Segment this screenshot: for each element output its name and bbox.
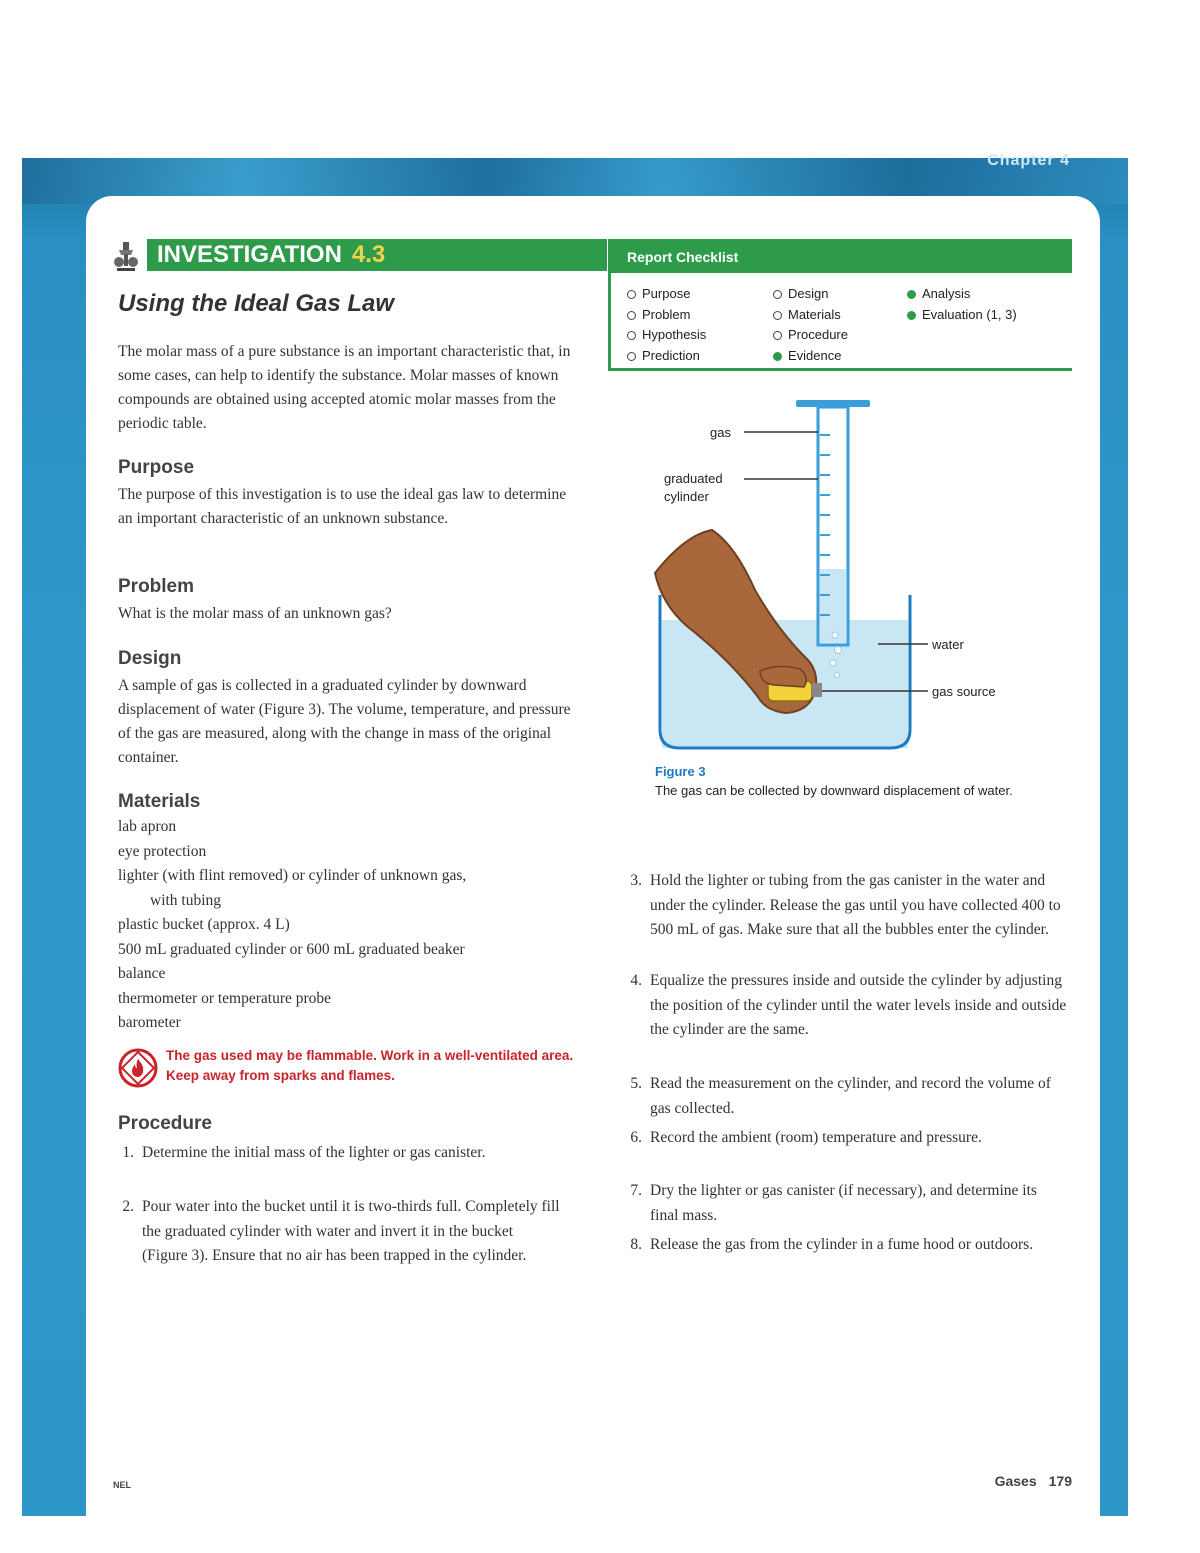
radio-empty-icon [773,290,782,299]
list-item: lab apron [118,818,177,835]
list-item: with tubing [150,891,222,909]
checklist-item: Design [773,284,848,305]
lighter-nozzle [812,683,822,697]
figure-caption [655,764,1055,800]
procedure-step [110,1141,560,1166]
checklist-column-1 [627,284,706,366]
procedure-step [110,1195,560,1269]
footer-section: Gases [994,1473,1037,1489]
chapter-label: Chapter 4 [987,152,1070,169]
step-text: Hold the lighter or tubing from the gas canister in the water and under the cylinder. Release the gas until you have collected 400 to 500 mL of gas. Make sure that all the bubbles enter the cylinder. [650,872,1061,938]
step-text: Release the gas from the cylinder in a fume hood or outdoors. [650,1236,1034,1253]
step-text: Pour water into the bucket until it is two-thirds full. Completely fill the graduated cylinder with water and invert it in the bucket (Figure 3). Ensure that no air has been trapped in the cylinder. [142,1198,560,1264]
radio-empty-icon [627,311,636,320]
procedure-heading: Procedure [118,1113,212,1134]
step-number: 3. [630,872,642,889]
page-number: 179 [1048,1473,1072,1489]
radio-empty-icon [627,352,636,361]
list-item: plastic bucket (approx. 4 L) [118,916,290,933]
checklist-item: Problem [627,305,706,326]
materials-list [118,815,580,1036]
list-item: lighter (with flint removed) or cylinder of unknown gas, [118,867,467,884]
list-item: balance [118,965,166,982]
flammable-warning-icon [118,1048,158,1088]
label-gas: gas [710,425,731,440]
step-text: Equalize the pressures inside and outside the cylinder by adjusting the position of the cylinder until the water levels inside and outside the cylinder are the same. [650,972,1067,1038]
figure-3-diagram [640,395,1070,775]
report-checklist [608,239,1072,371]
checklist-item: Analysis [907,284,1017,305]
list-item: barometer [118,1014,181,1031]
procedure-step [618,969,1068,1043]
safety-caution [118,1046,588,1092]
radio-filled-icon [907,311,916,320]
caution-text: The gas used may be flammable. Work in a well-ventilated area. Keep away from sparks and flames. [166,1048,574,1083]
design-text: A sample of gas is collected in a graduated cylinder by downward displacement of water (Figure 3). The volume, temperature, and pressure of the gas are measured, along with the change in mass of the original container. [118,677,571,766]
radio-filled-icon [773,352,782,361]
checklist-item: Materials [773,305,848,326]
materials-heading: Materials [118,791,201,812]
step-text: Dry the lighter or gas canister (if necessary), and determine its final mass. [650,1182,1037,1224]
problem-heading: Problem [118,576,195,597]
radio-empty-icon [627,290,636,299]
procedure-step [618,1072,1068,1121]
step-text: Determine the initial mass of the lighter or gas canister. [142,1144,486,1161]
list-item: thermometer or temperature probe [118,989,332,1007]
investigation-title-bar [147,239,607,271]
list-item: eye protection [118,842,207,860]
design-heading: Design [118,648,182,669]
step-number: 6. [630,1129,642,1146]
checklist-title: Report Checklist [611,242,1072,273]
checklist-item: Evaluation (1, 3) [907,305,1017,326]
checklist-item: Prediction [627,346,706,367]
label-gas-source: gas source [932,684,996,699]
step-number: 4. [630,972,642,989]
step-number: 1. [122,1144,134,1161]
radio-empty-icon [773,331,782,340]
investigation-label: INVESTIGATION [157,241,342,268]
investigation-header [111,239,607,271]
step-number: 8. [630,1236,642,1253]
checklist-item: Purpose [627,284,706,305]
procedure-step [618,869,1068,943]
procedure-step [618,1126,1068,1151]
radio-filled-icon [907,290,916,299]
checklist-column-3 [907,284,1017,325]
water-in-cylinder [820,569,846,643]
procedure-step [618,1179,1068,1228]
list-item: 500 mL graduated cylinder or 600 mL graduated beaker [118,940,465,958]
label-cylinder: cylinder [664,489,709,504]
step-text: Read the measurement on the cylinder, and record the volume of gas collected. [650,1075,1051,1117]
label-graduated: graduated [664,471,723,486]
footer-publisher: NEL [113,1480,131,1490]
checklist-item: Procedure [773,325,848,346]
problem-text: What is the molar mass of an unknown gas? [118,605,392,622]
page-title: Using the Ideal Gas Law [118,290,395,317]
figure-caption-text: The gas can be collected by downward displacement of water. [655,783,1013,798]
intro-paragraph: The molar mass of a pure substance is an important characteristic that, in some cases, can help to identify the substance. Molar masses of known compounds are obtained using accepted atomic molar masses from the periodic table. [118,343,571,432]
checklist-column-2 [773,284,848,366]
step-number: 5. [630,1075,642,1092]
purpose-text: The purpose of this investigation is to use the ideal gas law to determine an important characteristic of an unknown substance. [118,486,567,527]
step-number: 2. [122,1198,134,1215]
lab-equipment-icon [113,241,139,271]
radio-empty-icon [627,331,636,340]
purpose-heading: Purpose [118,457,195,478]
footer-page-info [995,1473,1072,1489]
checklist-item: Hypothesis [627,325,706,346]
label-water: water [932,637,964,652]
investigation-number: 4.3 [351,241,386,268]
figure-number: Figure 3 [655,764,706,779]
procedure-step [618,1233,1068,1258]
checklist-item: Evidence [773,346,848,367]
step-number: 7. [630,1182,642,1199]
step-text: Record the ambient (room) temperature and pressure. [650,1129,982,1146]
gas-in-cylinder [820,409,846,569]
radio-empty-icon [773,311,782,320]
